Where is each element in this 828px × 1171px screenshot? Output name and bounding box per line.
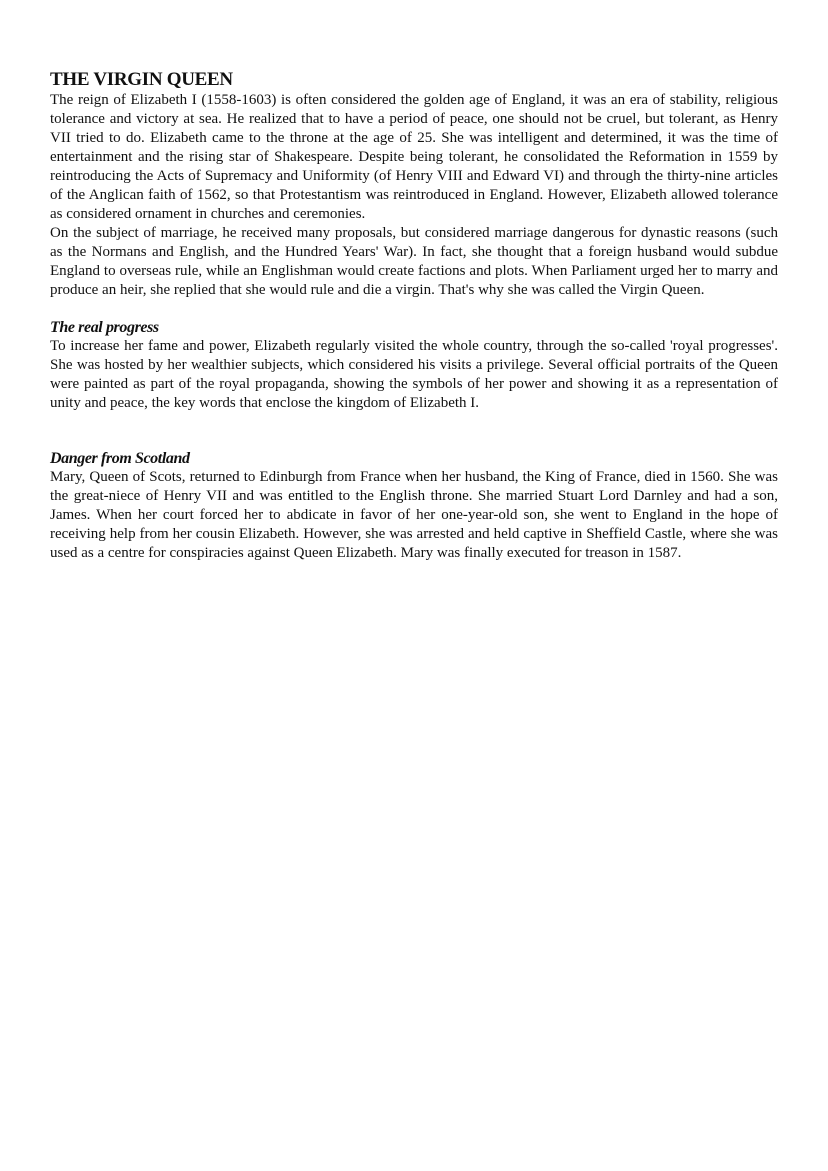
document-page <box>50 69 778 563</box>
section-spacer <box>50 300 778 318</box>
section-body-real-progress: To increase her fame and power, Elizabeth regularly visited the whole country, through the so-called 'royal progresses'. She was hosted by her wealthier subjects, which considered his visits a privilege. Several official portraits of the Queen were painted as part of the royal propaganda, showing the symbols of her power and showing it as a representation of unity and peace, the key words that enclose the kingdom of Elizabeth I. <box>50 338 778 411</box>
section-heading-real-progress: The real progress <box>50 319 159 336</box>
intro-paragraph-marriage: On the subject of marriage, he received many proposals, but considered marriage dangerous for dynastic reasons (such as the Normans and English, and the Hundred Years' War). In fact, she thought that a foreign husband would subdue England to overseas rule, while an Englishman would create factions and plots. When Parliament urged her to marry and produce an heir, she replied that she would rule and die a virgin. That's why she was called the Virgin Queen. <box>50 225 778 298</box>
section-body-danger-from-scotland: Mary, Queen of Scots, returned to Edinburgh from France when her husband, the King of France, died in 1560. She was the great-niece of Henry VII and was entitled to the English throne. She married Stuart Lord Darnley and had a son, James. When her court forced her to abdicate in favor of her one-year-old son, she went to England in the hope of receiving help from her cousin Elizabeth. However, she was arrested and held captive in Sheffield Castle, where she was used as a centre for conspiracies against Queen Elizabeth. Mary was finally executed for treason in 1587. <box>50 469 778 561</box>
section-heading-danger-from-scotland: Danger from Scotland <box>50 450 190 467</box>
page-title: THE VIRGIN QUEEN <box>50 69 233 90</box>
section-spacer <box>50 413 778 449</box>
intro-paragraph-reign: The reign of Elizabeth I (1558-1603) is often considered the golden age of England, it was an era of stability, religious tolerance and victory at sea. He realized that to have a period of peace, one should not be cruel, but tolerant, as Henry VII tried to do. Elizabeth came to the throne at the age of 25. She was intelligent and determined, it was the time of entertainment and the rising star of Shakespeare. Despite being tolerant, he consolidated the Reformation in 1559 by reintroducing the Acts of Supremacy and Uniformity (of Henry VIII and Edward VI) and through the thirty-nine articles of the Anglican faith of 1562, so that Protestantism was reintroduced in England. However, Elizabeth allowed tolerance as considered ornament in churches and ceremonies. <box>50 92 778 222</box>
